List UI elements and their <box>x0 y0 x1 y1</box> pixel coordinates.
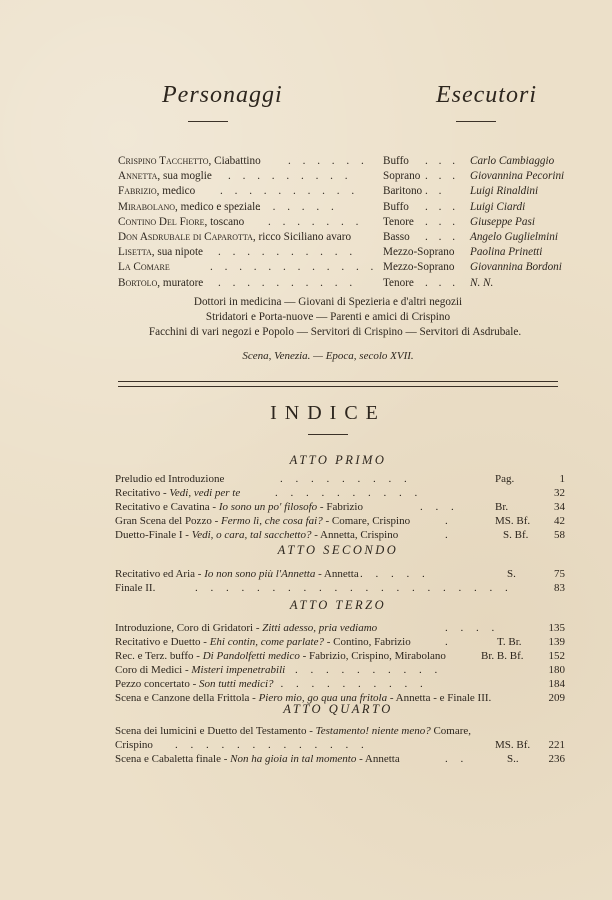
index-entry <box>115 636 565 649</box>
performer-name: N. N. <box>470 276 494 289</box>
voice-abbrev: MS. Bf. <box>495 739 531 751</box>
leader-dots: . . <box>425 185 446 198</box>
chorus-list <box>118 295 538 341</box>
act-title: ATTO QUARTO <box>283 702 393 716</box>
performer-name: Luigi Ciardi <box>470 200 526 213</box>
character-name-text: Contino Del Fiore, <box>118 215 208 228</box>
index-entry <box>115 664 565 677</box>
esecutori-heading: Esecutori <box>436 82 537 108</box>
index-entry <box>115 650 565 663</box>
entry-text: Gran Scena del Pozzo - <box>115 515 221 527</box>
entry-title <box>115 739 153 751</box>
entry-title <box>115 664 285 676</box>
cast-row <box>118 216 578 231</box>
entry-incipit: Di Pandolfetti medico <box>202 650 300 662</box>
index-entry <box>115 501 565 514</box>
character-description: medico e speziale <box>177 200 261 213</box>
entry-incipit: Vedi, vedi per te <box>169 487 241 499</box>
leader-dots: . <box>445 636 453 648</box>
page-number: 184 <box>548 678 565 690</box>
entry-text: Pezzo concertato - <box>115 678 199 690</box>
cast-row <box>118 155 578 170</box>
character-name-text: Fabrizio, <box>118 185 160 198</box>
index-entry <box>115 473 565 486</box>
voice-type: Tenore <box>383 215 414 228</box>
performer-name: Giuseppe Pasi <box>470 215 535 228</box>
character-name-text: Annetta, <box>118 170 161 183</box>
character-name <box>118 277 203 289</box>
entry-title <box>115 678 274 690</box>
cast-row <box>118 201 578 216</box>
index-entry <box>115 678 565 691</box>
entry-characters: - Annetta, Crispino <box>311 529 399 541</box>
leader-dots: . . . . . . . . . . <box>218 276 357 289</box>
voice-type: Tenore <box>383 276 414 289</box>
page-number: 236 <box>548 753 565 765</box>
leader-dots: . . . . . . . . . . <box>295 664 443 676</box>
entry-text: Recitativo e Cavatina - <box>115 501 219 513</box>
entry-title <box>115 753 400 765</box>
character-name <box>118 201 260 213</box>
act-title: ATTO SECONDO <box>277 543 399 557</box>
leader-dots: . . . <box>425 155 459 167</box>
cast-row <box>118 277 578 292</box>
entry-characters: - Contino, Fabrizio <box>323 636 411 648</box>
entry-title <box>115 650 446 662</box>
entry-title <box>115 515 410 527</box>
voice-abbrev: MS. Bf. <box>495 515 531 527</box>
indice-rule <box>308 434 348 435</box>
cast-list <box>118 155 578 292</box>
leader-dots: . . . <box>425 170 459 183</box>
character-description: toscano <box>207 215 245 228</box>
entry-text: Scena e Canzone della Frittola - <box>115 692 259 704</box>
cast-row <box>118 185 578 200</box>
index-entry <box>115 568 565 581</box>
performer-name: Luigi Rinaldini <box>470 185 539 198</box>
page-number: 1 <box>559 473 565 485</box>
entry-text: Recitativo e Duetto - <box>115 636 210 648</box>
entry-characters: - Comare, Crispino <box>322 515 411 527</box>
page-number: 42 <box>554 515 565 527</box>
act-title: ATTO PRIMO <box>289 453 387 467</box>
page-number: 83 <box>554 582 565 594</box>
entry-characters: - Fabrizio <box>317 501 363 513</box>
leader-dots: . <box>445 515 453 527</box>
cast-row <box>118 231 578 246</box>
chorus-line: Stridatori e Porta-nuove — Parenti e amici di Crispino <box>205 311 451 324</box>
voice-abbrev: Br. B. Bf. <box>481 650 524 662</box>
voice-abbrev: Pag. <box>495 473 515 485</box>
esecutori-rule <box>456 121 496 122</box>
entry-incipit: Testamento! niente meno? <box>315 725 431 737</box>
character-description: ricco Siciliano avaro <box>255 230 352 243</box>
chorus-line: Dottori in medicina — Giovani di Spezieria e d'altri negozii <box>193 296 463 308</box>
entry-incipit: Fermo lì, che cosa fai? <box>221 515 323 527</box>
page-number: 180 <box>548 664 565 676</box>
entry-title <box>115 529 398 541</box>
chorus-line: Facchini di vari negozi e Popolo — Servitori di Crispino — Servitori di Asdrubale. <box>148 326 522 339</box>
entry-incipit: Non ha gioia in tal momento <box>230 753 357 765</box>
character-description: muratore <box>160 276 204 289</box>
entry-text: Scena dei lumicini e Duetto del Testamento - <box>115 725 316 737</box>
cast-row <box>118 246 578 261</box>
scene-epoch: Scena, Venezia. — Epoca, secolo XVII. <box>242 350 414 362</box>
voice-abbrev: S.. <box>507 753 519 765</box>
index-entry <box>115 622 565 635</box>
index-entry <box>115 529 565 542</box>
character-name-text: Crispino Tacchetto, <box>118 155 212 167</box>
index-entry <box>115 582 565 595</box>
indice-title: INDICE <box>270 402 386 424</box>
entry-incipit: Vedi, o cara, tal sacchetto? <box>191 529 312 541</box>
entry-characters: - Fabrizio, Crispino, Mirabolano <box>299 650 446 662</box>
leader-dots: . . . . . . . . . <box>228 170 353 183</box>
entry-title <box>115 582 155 594</box>
entry-text: Duetto-Finale I - <box>115 529 192 541</box>
leader-dots: . . . . . . . . . <box>280 473 412 485</box>
entry-title <box>115 473 224 485</box>
entry-text: Rec. e Terz. buffo - <box>115 650 203 662</box>
leader-dots: . . . <box>425 230 459 243</box>
voice-abbrev: S. Bf. <box>503 529 529 541</box>
character-name <box>118 170 212 182</box>
leader-dots: . . <box>445 753 469 765</box>
entry-title <box>115 622 377 634</box>
leader-dots: . . . . . . . . . . . . . . . . . . . . . <box>195 582 513 594</box>
voice-type: Buffo <box>383 200 409 213</box>
leader-dots: . <box>445 529 453 541</box>
entry-characters: - Annetta <box>315 568 359 580</box>
voice-abbrev: Br. <box>495 501 509 513</box>
character-name <box>118 261 170 273</box>
character-description: sua nipote <box>154 246 204 259</box>
character-name-text: La Comare <box>118 261 170 274</box>
index-entry <box>115 725 565 738</box>
voice-abbrev: S. <box>507 568 516 580</box>
entry-incipit: Piero mio, go qua una fritola <box>258 692 388 704</box>
leader-dots: . . . . . <box>360 568 430 580</box>
leader-dots: . . . . . . <box>288 155 369 167</box>
leader-dots: . . . . <box>445 622 500 634</box>
entry-characters: - Annetta - e Finale III. <box>387 692 492 704</box>
character-description: medico <box>159 185 196 198</box>
character-description: sua moglie <box>160 170 212 183</box>
entry-incipit: Misteri impenetrabili <box>191 664 286 676</box>
leader-dots: . . . . . . . . . . . <box>265 678 428 690</box>
leader-dots: . . . <box>425 276 459 289</box>
entry-text: Crispino <box>115 739 153 751</box>
character-name-text: Lisetta, <box>118 246 155 259</box>
character-description: Ciabattino <box>211 155 261 167</box>
personaggi-heading: Personaggi <box>162 82 283 108</box>
entry-incipit: Son tutti medici? <box>198 678 274 690</box>
character-name-text: Mirabolano, <box>118 200 178 213</box>
character-name <box>118 246 203 258</box>
character-name-text: Don Asdrubale di Caparotta, <box>118 230 256 243</box>
voice-type: Basso <box>383 230 410 243</box>
section-divider <box>118 381 558 387</box>
leader-dots: . . . <box>420 501 459 513</box>
entry-incipit: Io non sono più l'Annetta <box>204 568 316 580</box>
entry-title <box>115 487 240 499</box>
performer-name: Paolina Prinetti <box>470 246 543 259</box>
index-entry <box>115 487 565 500</box>
page-number: 139 <box>548 636 565 648</box>
cast-row <box>118 170 578 185</box>
page-number: 75 <box>554 568 565 580</box>
entry-title <box>115 501 363 513</box>
page-number: 221 <box>548 739 565 751</box>
entry-text: Preludio ed Introduzione <box>115 473 225 485</box>
character-name <box>118 185 195 197</box>
page-number: 209 <box>548 692 565 704</box>
voice-type: Soprano <box>383 170 421 183</box>
leader-dots: . . . . . . . . . . <box>275 487 423 499</box>
act-title: ATTO TERZO <box>289 598 387 612</box>
entry-incipit: Zitti adesso, pria vediamo <box>262 622 378 634</box>
entry-incipit: Io sono un po' filosofo <box>218 501 318 513</box>
index-entry <box>115 515 565 528</box>
character-name <box>118 216 244 228</box>
index-entry <box>115 739 565 752</box>
entry-text: Recitativo ed Aria - <box>115 568 205 580</box>
entry-title <box>115 568 359 580</box>
leader-dots: . . . . . . . <box>268 215 363 228</box>
page-number: 32 <box>554 487 565 499</box>
leader-dots: . . . . . . . . . . . . . <box>175 739 369 751</box>
entry-text: Coro di Medici - <box>115 664 192 676</box>
voice-type: Mezzo-Soprano <box>383 246 455 259</box>
personaggi-rule <box>188 121 228 122</box>
performer-name: Angelo Guglielmini <box>470 230 558 243</box>
voice-type: Buffo <box>383 155 409 167</box>
character-name <box>118 231 351 243</box>
page-number: 58 <box>554 529 565 541</box>
index-entry <box>115 753 565 766</box>
entry-text: Recitativo - <box>115 487 170 499</box>
page-number: 152 <box>548 650 565 662</box>
leader-dots: . . . . . . <box>258 200 339 213</box>
entry-text: Finale II. <box>115 582 156 594</box>
performer-name: Carlo Cambiaggio <box>470 155 555 167</box>
page-number: 135 <box>548 622 565 634</box>
cast-headings <box>0 82 612 132</box>
entry-characters: Comare, <box>430 725 472 737</box>
performer-name: Giovannina Pecorini <box>470 170 565 183</box>
character-name <box>118 155 261 167</box>
entry-text: Scena e Cabaletta finale - <box>115 753 231 765</box>
leader-dots: . . . <box>425 215 459 228</box>
voice-type: Mezzo-Soprano <box>383 261 455 274</box>
entry-title <box>115 725 471 737</box>
entry-incipit: Ehi contin, come parlate? <box>209 636 324 648</box>
entry-characters: - Annetta <box>356 753 400 765</box>
voice-abbrev: T. Br. <box>497 636 522 648</box>
entry-title <box>115 636 411 648</box>
leader-dots: . . . . . . . . . . <box>218 246 357 259</box>
entry-text: Introduzione, Coro di Gridatori - <box>115 622 263 634</box>
character-name-text: Bortolo, <box>118 276 161 289</box>
voice-type: Baritono <box>383 185 423 198</box>
page-number: 34 <box>554 501 565 513</box>
leader-dots: . . . <box>425 200 459 213</box>
leader-dots: . . . . . . . . . . . . <box>210 261 378 274</box>
cast-row <box>118 261 578 276</box>
performer-name: Giovannina Bordoni <box>470 261 562 274</box>
leader-dots: . . . . . . . . . . <box>220 185 359 198</box>
